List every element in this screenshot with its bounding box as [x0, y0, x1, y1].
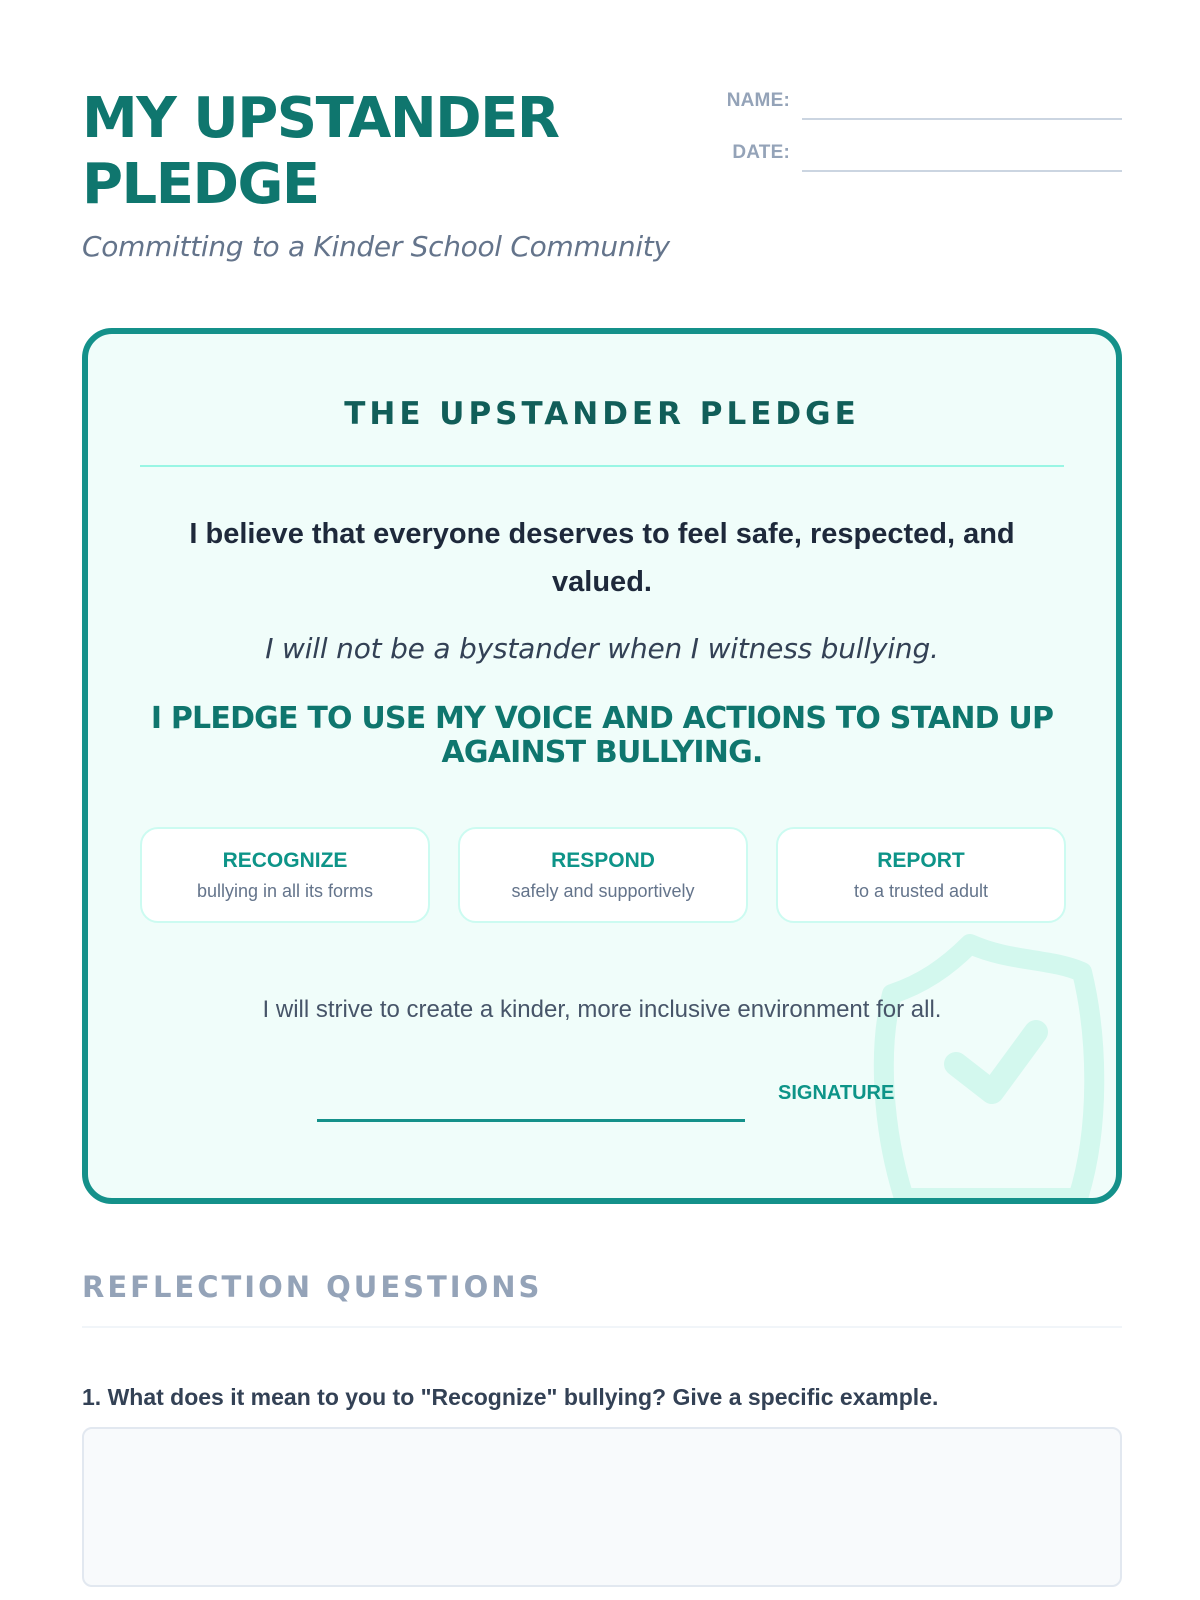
- date-field[interactable]: [702, 136, 1122, 170]
- answer-box-1[interactable]: [82, 1427, 1122, 1587]
- belief-statement: I believe that everyone deserves to feel safe, respected, and valued.: [189, 518, 1015, 598]
- pillar-respond: [458, 827, 748, 923]
- date-label: DATE:: [732, 142, 790, 163]
- pledge-heading: THE UPSTANDER PLEDGE: [344, 396, 860, 432]
- bystander-statement: I will not be a bystander when I witness bullying.: [265, 632, 939, 665]
- page-title: MY UPSTANDER PLEDGE: [82, 86, 559, 217]
- date-input-line[interactable]: [802, 170, 1122, 172]
- reflection-heading: REFLECTION QUESTIONS: [82, 1270, 543, 1304]
- signature-line[interactable]: [317, 1119, 745, 1122]
- pillar-description: to a trusted adult: [853, 881, 989, 901]
- strive-statement: I will strive to create a kinder, more inclusive environment for all.: [262, 996, 942, 1023]
- name-label: NAME:: [726, 90, 790, 111]
- pledge-card: [82, 328, 1122, 1204]
- pillar-title: RECOGNIZE: [222, 849, 348, 872]
- name-input-line[interactable]: [802, 118, 1122, 120]
- divider: [140, 465, 1064, 467]
- pillar-report: [776, 827, 1066, 923]
- pledge-pillars: [140, 827, 1066, 923]
- pledge-statement: I PLEDGE TO USE MY VOICE AND ACTIONS TO STAND UP AGAINST BULLYING.: [150, 701, 1054, 770]
- pillar-title: RESPOND: [551, 849, 655, 872]
- divider: [82, 1326, 1122, 1328]
- page-subtitle: Committing to a Kinder School Community: [82, 230, 670, 263]
- pillar-title: REPORT: [877, 849, 965, 872]
- shield-check-icon: [860, 928, 1108, 1198]
- pillar-description: safely and supportively: [511, 881, 695, 901]
- pillar-recognize: [140, 827, 430, 923]
- name-field[interactable]: [702, 84, 1122, 118]
- question-1: 1. What does it mean to you to "Recognize" bullying? Give a specific example.: [82, 1384, 939, 1410]
- pillar-description: bullying in all its forms: [196, 881, 374, 901]
- signature-label: SIGNATURE: [778, 1082, 895, 1104]
